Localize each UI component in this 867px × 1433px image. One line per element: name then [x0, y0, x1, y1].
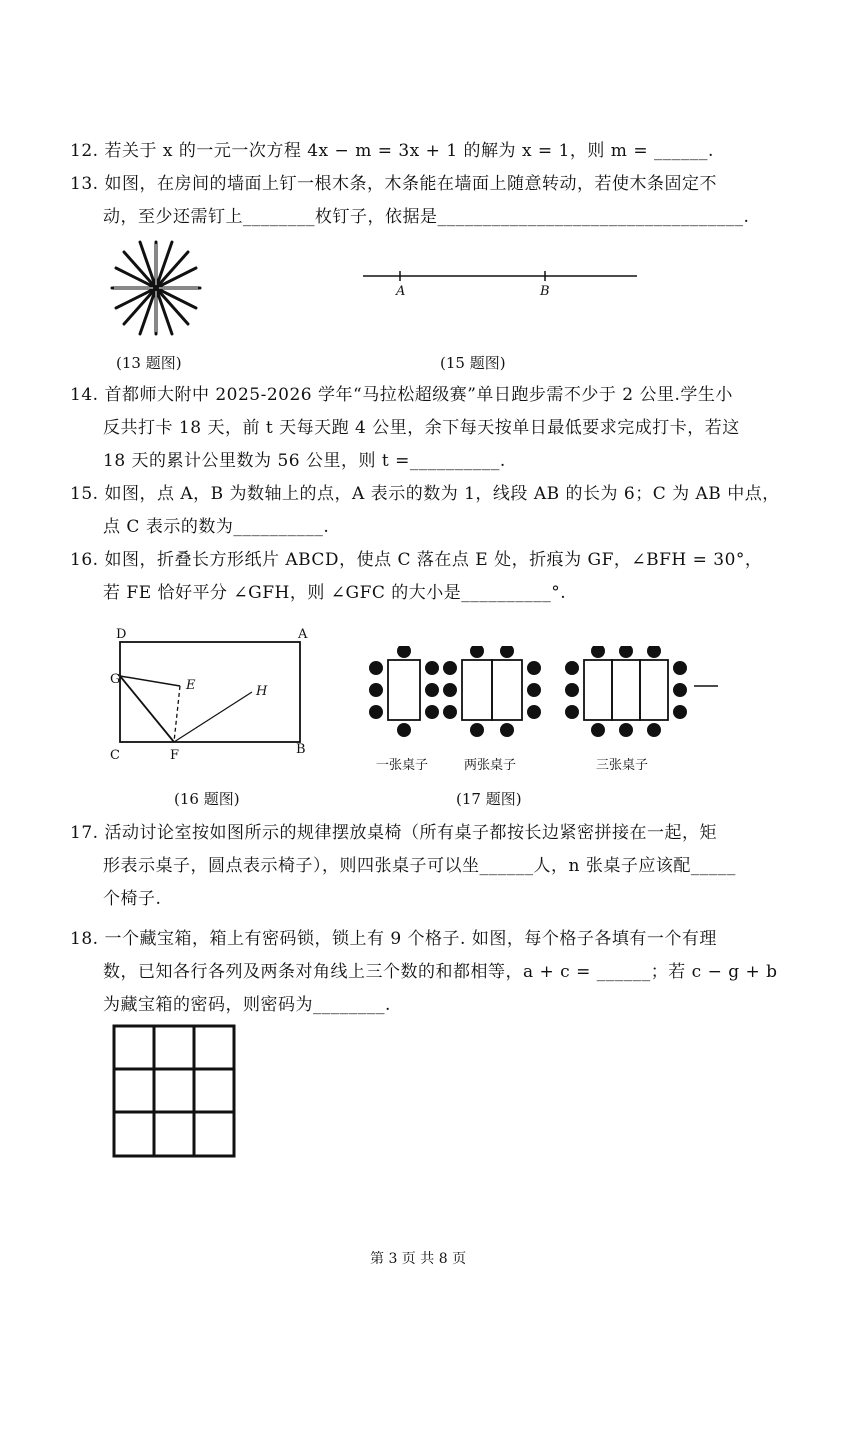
question-18-line-3: 为藏宝箱的密码，则密码为________. — [103, 995, 391, 1015]
point-e-label: E — [186, 678, 196, 693]
question-16-line-2: 若 FE 恰好平分 ∠GFH，则 ∠GFC 的大小是__________°. — [103, 583, 567, 603]
vertex-c-label: C — [110, 748, 120, 763]
figure-15-caption: (15 题图) — [440, 354, 506, 372]
question-17-line-3: 个椅子. — [103, 889, 162, 909]
vertex-d-label: D — [116, 627, 127, 642]
one-table-label: 一张桌子 — [376, 758, 429, 773]
two-tables-label: 两张桌子 — [464, 758, 517, 773]
page-number: 第 3 页 共 8 页 — [370, 1251, 467, 1267]
tables-chairs-figure — [362, 646, 722, 738]
point-h-label: H — [256, 684, 268, 699]
figure-13-caption: (13 题图) — [116, 354, 182, 372]
question-18-line-1: 18. 一个藏宝箱，箱上有密码锁，锁上有 9 个格子. 如图，每个格子各填有一个有理 — [70, 929, 717, 949]
vertex-a-label: A — [298, 627, 308, 642]
point-f-label: F — [170, 748, 180, 763]
question-14-line-1: 14. 首都师大附中 2025-2026 学年“马拉松超级赛”单日跑步需不少于 2 公里.学生小 — [70, 385, 733, 405]
question-15-line-1: 15. 如图，点 A，B 为数轴上的点，A 表示的数为 1，线段 AB 的长为 6；C 为 AB 中点， — [70, 484, 780, 504]
rotating-stick-figure — [104, 238, 208, 338]
question-12-line-1: 12. 若关于 x 的一元一次方程 4x − m = 3x + 1 的解为 x = 1，则 m = ______. — [70, 141, 714, 161]
question-13-line-2: 动，至少还需钉上________枚钉子，依据是__________________________________. — [103, 207, 750, 227]
point-g-label: G — [110, 672, 121, 687]
figure-16-caption: (16 题图) — [174, 790, 240, 808]
question-16-line-1: 16. 如图，折叠长方形纸片 ABCD，使点 C 落在点 E 处，折痕为 GF，∠BFH = 30°， — [70, 550, 763, 570]
question-17-line-2: 形表示桌子，圆点表示椅子），则四张桌子可以坐______人，n 张桌子应该配_____ — [103, 856, 736, 876]
question-15-line-2: 点 C 表示的数为__________. — [103, 517, 330, 537]
three-tables-label: 三张桌子 — [596, 758, 649, 773]
question-18-line-2: 数，已知各行各列及两条对角线上三个数的和都相等，a + c = ______；若 c − g + b — [103, 962, 778, 982]
question-13-line-1: 13. 如图，在房间的墙面上钉一根木条，木条能在墙面上随意转动，若使木条固定不 — [70, 174, 717, 194]
magic-square-grid — [110, 1022, 238, 1160]
question-17-line-1: 17. 活动讨论室按如图所示的规律摆放桌椅（所有桌子都按长边紧密拼接在一起，矩 — [70, 823, 717, 843]
point-b-label: B — [540, 284, 550, 299]
point-a-label: A — [396, 284, 406, 299]
figure-17-caption: (17 题图) — [456, 790, 522, 808]
vertex-b-label: B — [296, 742, 306, 757]
question-14-line-3: 18 天的累计公里数为 56 公里，则 t =__________. — [103, 451, 506, 471]
folded-rectangle-figure — [112, 636, 308, 748]
question-14-line-2: 反共打卡 18 天，前 t 天每天跑 4 公里，余下每天按单日最低要求完成打卡，若这 — [103, 418, 740, 438]
